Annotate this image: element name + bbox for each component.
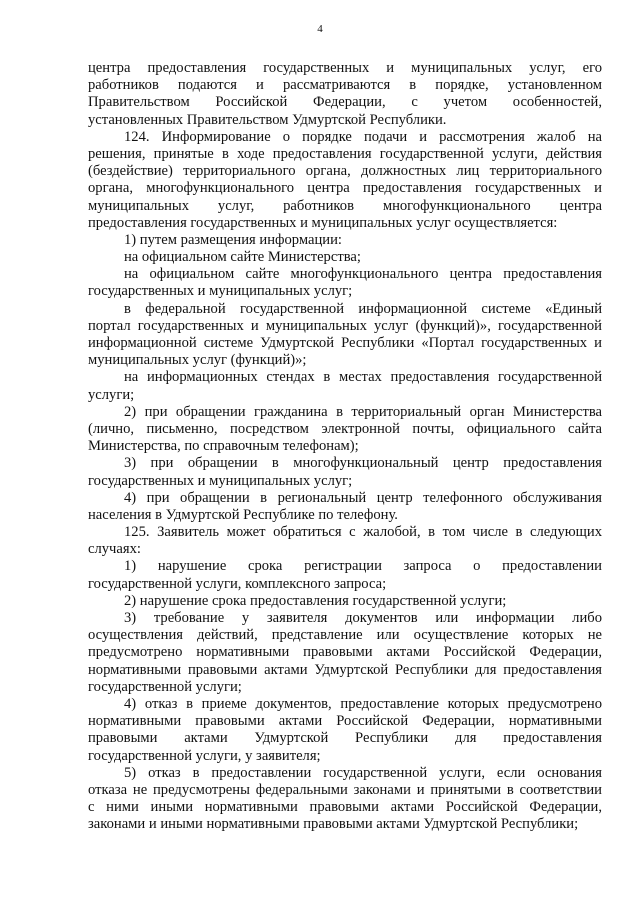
text-line: государственной услуги;: [88, 678, 242, 695]
text-line: нормативными правовыми актами Российской Федерации, нормативными: [88, 713, 602, 730]
text-line: в федеральной государственной информационной системе «Единый: [124, 300, 602, 317]
text-line: 5) отказ в предоставлении государственной услуги, если основания: [124, 764, 602, 781]
text-line: населения в Удмуртской Республике по телефону.: [88, 506, 398, 523]
text-line: отказа не предусмотрены федеральными законами и принятыми в соответствии: [88, 781, 602, 798]
text-line: установленных Правительством Удмуртской Республики.: [88, 111, 447, 128]
text-line: на информационных стендах в местах предоставления государственной: [124, 369, 602, 386]
text-line: 125. Заявитель может обратиться с жалобой, в том числе в следующих: [124, 524, 602, 541]
text-line: 3) при обращении в многофункциональный центр предоставления: [124, 455, 602, 472]
text-line: информационной системе Удмуртской Республики «Портал государственных и: [88, 335, 602, 351]
text-line: центра предоставления государственных и муниципальных услуг, его: [88, 60, 602, 76]
text-line: (лично, письменно, посредством электронной почты, официального сайта: [88, 420, 602, 437]
text-line: осуществления действий, представление или осуществление которых не: [88, 627, 602, 644]
text-line: государственных и муниципальных услуг;: [88, 283, 353, 300]
text-line: муниципальных услуг (функций)»;: [88, 352, 307, 369]
text-line: на официальном сайте многофункционального центра предоставления: [124, 266, 602, 283]
text-line: (бездействие) территориального органа, должностных лиц территориального: [88, 163, 602, 180]
text-line: предоставления государственных и муниципальных услуг осуществляется:: [88, 214, 558, 231]
text-line: органа, многофункционального центра предоставления государственных и: [88, 180, 602, 197]
text-line: Правительством Российской Федерации, с учетом особенностей,: [88, 94, 602, 111]
text-line: 4) отказ в приеме документов, предоставление которых предусмотрено: [124, 695, 602, 712]
text-line: 1) нарушение срока регистрации запроса о предоставлении: [124, 558, 602, 575]
text-line: правовыми актами Удмуртской Республики для предоставления: [88, 730, 602, 747]
document-body: [88, 60, 602, 833]
text-line: портал государственных и муниципальных услуг (функций)», государственной: [88, 317, 602, 334]
text-line: законами и иными нормативными правовыми актами Удмуртской Республики;: [88, 816, 579, 833]
text-line: 4) при обращении в региональный центр телефонного обслуживания: [124, 489, 602, 506]
text-line: услуги;: [88, 386, 135, 403]
text-line: государственной услуги, у заявителя;: [88, 747, 321, 764]
text-line: муниципальных услуг, работников многофункционального центра: [88, 197, 602, 214]
text-line: предусмотрено нормативными правовыми актами Российской Федерации,: [88, 644, 602, 661]
page-number: 4: [317, 23, 323, 35]
text-line: работников подаются и рассматриваются в порядке, установленном: [88, 77, 602, 94]
text-line: 124. Информирование о порядке подачи и рассмотрения жалоб на: [124, 128, 602, 145]
text-line: государственной услуги, комплексного запроса;: [88, 575, 387, 592]
text-line: случаях:: [88, 541, 141, 558]
text-line: с ними иными нормативными правовыми актами Российской Федерации,: [88, 799, 602, 816]
text-line: 1) путем размещения информации:: [124, 231, 342, 248]
text-line: решения, принятые в ходе предоставления государственной услуги, действия: [88, 145, 602, 162]
text-line: 2) при обращении гражданина в территориальный орган Министерства: [124, 403, 602, 420]
text-line: государственных и муниципальных услуг;: [88, 472, 353, 489]
text-line: 2) нарушение срока предоставления государственной услуги;: [124, 592, 507, 609]
text-line: на официальном сайте Министерства;: [124, 249, 361, 266]
text-line: нормативными правовыми актами Удмуртской Республики для предоставления: [88, 661, 602, 678]
text-line: 3) требование у заявителя документов или информации либо: [124, 610, 602, 626]
text-line: Министерства, по справочным телефонам);: [88, 438, 359, 455]
